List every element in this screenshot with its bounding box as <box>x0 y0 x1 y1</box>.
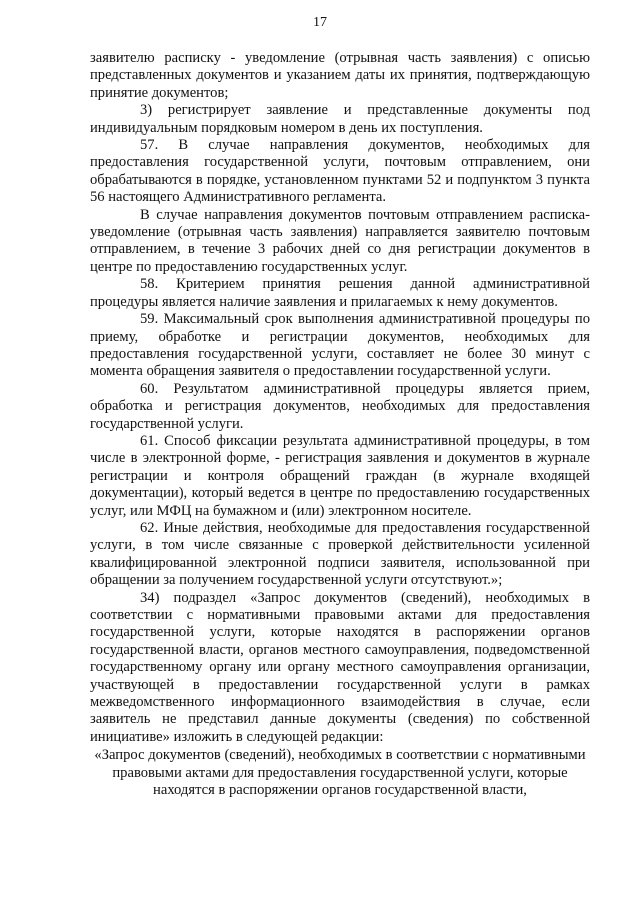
paragraph-postal-receipt: В случае направления документов почтовым отправлением расписка-уведомление (отрывная часть заявления) направляется заявителю почтовым отправлением, в течение 3 рабочих дней со дня регистрации документов в центре по предоставлению государственных услуг. <box>90 206 590 275</box>
page-number: 17 <box>313 15 327 30</box>
paragraph-61-fixation: 61. Способ фиксации результата административной процедуры, в том числе в электронной форме, - регистрация заявления и документов в журнале регистрации и контроля обращений граждан (в журнале входящей документации), который ведется в центре по предоставлению государственных услуг, или МФЦ на бумажном и (или) электронном носителе. <box>90 432 590 519</box>
paragraph-60-result: 60. Результатом административной процедуры является прием, обработка и регистрация документов, необходимых для предоставления государственной услуги. <box>90 380 590 432</box>
paragraph-58-criterion: 58. Критерием принятия решения данной административной процедуры является наличие заявления и прилагаемых к нему документов. <box>90 276 590 310</box>
paragraph-34-subsection: 34) подраздел «Запрос документов (сведений), необходимых в соответствии с нормативными правовыми актами для предоставления государственной услуги, которые находятся в распоряжении органов государственной власти, органов местного самоуправления, подведомственной государственному органу или органу местного самоуправления организации, участвующей в предоставлении государственной услуги в рамках межведомственного информационного взаимодействия в случае, если заявитель не представил данные документы (сведения) по собственной инициативе» изложить в следующей редакции: <box>90 589 590 745</box>
paragraph-57-postal-documents: 57. В случае направления документов, необходимых для предоставления государственной услуги, почтовым отправлением, они обрабатываются в порядке, установленном пунктами 52 и подпунктом 3 пункта 56 настоящего Административного регламента. <box>90 137 590 206</box>
subsection-heading-quote: «Запрос документов (сведений), необходимых в соответствии с нормативными правовыми актами для предоставления государственной услуги, которые находятся в распоряжении органов государственной власти, <box>94 747 586 799</box>
document-body <box>90 50 590 799</box>
paragraph-receipt-continuation: заявителю расписку - уведомление (отрывная часть заявления) с описью представленных документов и указанием даты их принятия, подтверждающую принятие документов; <box>90 50 590 101</box>
paragraph-59-max-time: 59. Максимальный срок выполнения административной процедуры по приему, обработке и регистрации документов, необходимых для предоставления государственной услуги, составляет не более 30 минут с момента обращения заявителя о предоставлении государственной услуги. <box>90 311 590 380</box>
paragraph-item-3-registration: 3) регистрирует заявление и представленные документы под индивидуальным порядковым номером в день их поступления. <box>90 102 590 136</box>
paragraph-62-other-actions: 62. Иные действия, необходимые для предоставления государственной услуги, в том числе связанные с проверкой действительности усиленной квалифицированной электронной подписи заявителя, использованной при обращении за получением государственной услуги отсутствуют.»; <box>90 519 590 589</box>
